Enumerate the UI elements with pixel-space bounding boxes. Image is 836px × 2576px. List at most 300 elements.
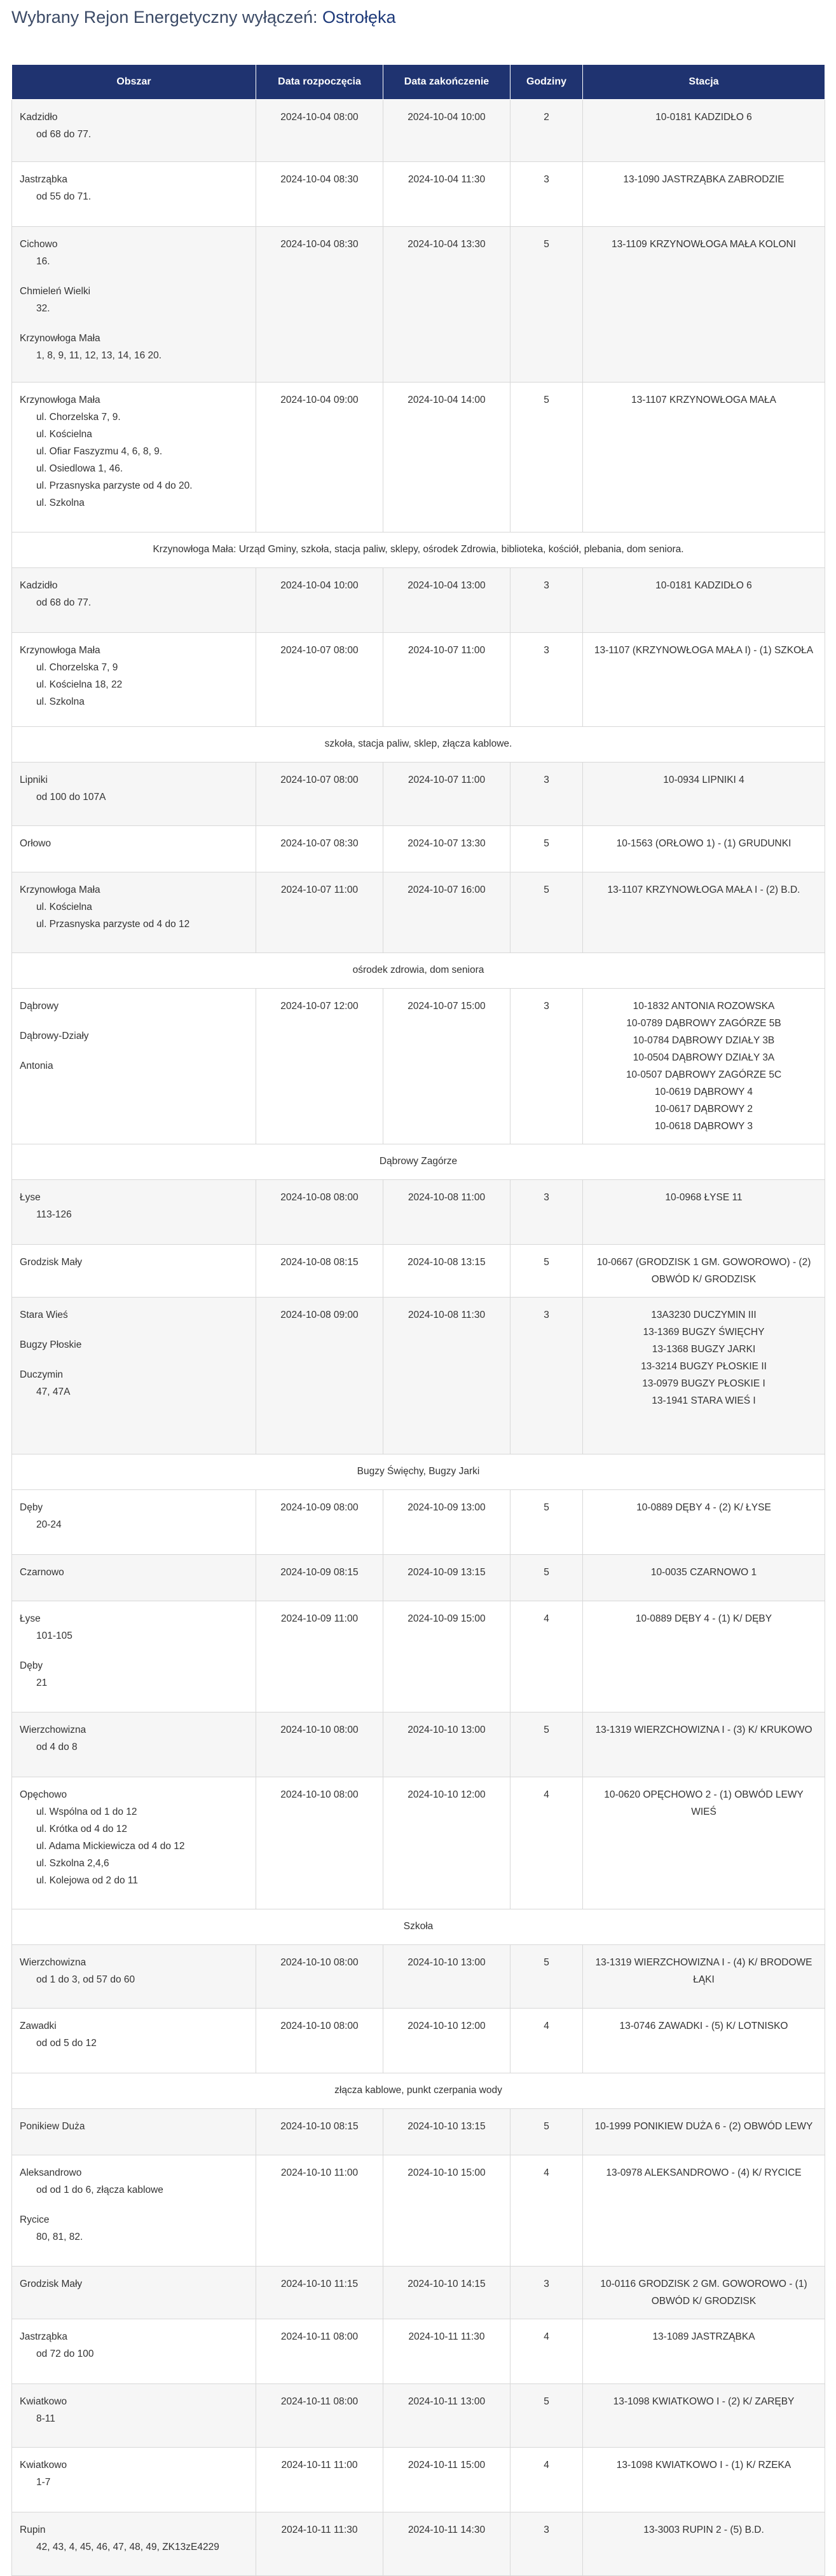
area-name: Lipniki <box>20 775 48 785</box>
start-date-cell: 2024-10-07 08:30 <box>256 826 383 872</box>
table-row <box>12 1298 825 1454</box>
area-cell <box>12 2384 256 2448</box>
table-row <box>12 1945 825 2009</box>
station-name: 10-0620 OPĘCHOWO 2 - (1) OBWÓD LEWY WIEŚ <box>604 1789 804 1817</box>
station-name: 13-0978 ALEKSANDROWO - (4) K/ RYCICE <box>606 2167 802 2178</box>
outages-table <box>11 64 825 2576</box>
area-cell <box>12 1945 256 2009</box>
start-date-cell: 2024-10-07 11:00 <box>256 872 383 953</box>
area-cell <box>12 1555 256 1601</box>
station-name: 10-0116 GRODZISK 2 GM. GOWOROWO - (1) <box>600 2279 807 2289</box>
hours-cell: 4 <box>511 2448 583 2512</box>
start-date-cell: 2024-10-07 08:00 <box>256 633 383 727</box>
area-spacer <box>20 1324 248 1336</box>
end-date-cell: 2024-10-09 13:15 <box>383 1555 511 1601</box>
station-cell <box>583 1298 825 1454</box>
area-name: Wierzchowizna <box>20 1957 86 1968</box>
station-name: 13-1107 KRZYNOWŁOGA MAŁA I - (2) B.D. <box>607 885 800 895</box>
table-row <box>12 1555 825 1601</box>
area-cell <box>12 2109 256 2155</box>
station-cell <box>583 2009 825 2073</box>
area-cell <box>12 2009 256 2073</box>
note-text: ośrodek zdrowia, dom seniora <box>12 953 825 989</box>
start-date-cell: 2024-10-10 08:00 <box>256 1777 383 1909</box>
station-cell <box>583 2155 825 2267</box>
end-date-cell: 2024-10-09 13:00 <box>383 1490 511 1555</box>
station-name: 10-0035 CZARNOWO 1 <box>650 1567 757 1578</box>
area-detail: 32. <box>36 303 50 314</box>
area-detail: 8-11 <box>36 2413 55 2424</box>
table-note-row <box>12 1144 825 1180</box>
table-row <box>12 2267 825 2319</box>
area-detail: ul. Krótka od 4 do 12 <box>36 1824 128 1834</box>
station-name: 10-0619 DĄBROWY 4 <box>655 1087 753 1097</box>
area-cell <box>12 2319 256 2384</box>
station-name: 10-0507 DĄBROWY ZAGÓRZE 5C <box>626 1069 782 1080</box>
hours-cell: 3 <box>511 989 583 1144</box>
table-row <box>12 100 825 162</box>
area-cell <box>12 568 256 633</box>
area-detail: ul. Szkolna 2,4,6 <box>36 1858 109 1869</box>
hours-cell: 4 <box>511 2009 583 2073</box>
table-row <box>12 568 825 633</box>
area-cell <box>12 872 256 953</box>
table-row <box>12 1601 825 1712</box>
hours-cell: 5 <box>511 383 583 532</box>
hours-cell: 3 <box>511 568 583 633</box>
area-name: Jastrząbka <box>20 174 67 185</box>
area-cell <box>12 227 256 383</box>
station-cell <box>583 1945 825 2009</box>
start-date-cell: 2024-10-08 09:00 <box>256 1298 383 1454</box>
end-date-cell: 2024-10-10 13:00 <box>383 1945 511 2009</box>
table-note-row <box>12 1909 825 1945</box>
area-detail: ul. Kościelna <box>36 429 92 440</box>
area-cell <box>12 2155 256 2267</box>
end-date-cell: 2024-10-07 16:00 <box>383 872 511 953</box>
area-name: Jastrząbka <box>20 2331 67 2342</box>
station-name: 10-0181 KADZIDŁO 6 <box>655 580 752 591</box>
station-cell <box>583 162 825 227</box>
hours-cell: 5 <box>511 1712 583 1777</box>
area-name: Cichowo <box>20 239 58 250</box>
station-name: 10-1832 ANTONIA ROZOWSKA <box>633 1001 775 1012</box>
table-row <box>12 1490 825 1555</box>
area-name: Krzynowłoga Mała <box>20 395 100 405</box>
area-name: Chmieleń Wielki <box>20 286 91 297</box>
area-name: Dęby <box>20 1502 43 1513</box>
station-cell <box>583 1601 825 1712</box>
station-name: 10-0934 LIPNIKI 4 <box>663 775 744 785</box>
area-name: Kwiatkowo <box>20 2396 67 2407</box>
table-row <box>12 989 825 1144</box>
start-date-cell: 2024-10-09 08:00 <box>256 1490 383 1555</box>
station-name: 10-0181 KADZIDŁO 6 <box>655 112 752 123</box>
table-note-row <box>12 532 825 568</box>
station-name: OBWÓD K/ GRODZISK <box>651 1274 757 1285</box>
area-spacer <box>20 1644 248 1657</box>
station-cell <box>583 383 825 532</box>
station-name: 13-1090 JASTRZĄBKA ZABRODZIE <box>623 174 785 185</box>
end-date-cell: 2024-10-10 13:15 <box>383 2109 511 2155</box>
station-name: 13-3003 RUPIN 2 - (5) B.D. <box>643 2525 764 2535</box>
station-cell <box>583 227 825 383</box>
station-name: 13-1319 WIERZCHOWIZNA I - (3) K/ KRUKOWO <box>595 1725 812 1735</box>
area-name: Rupin <box>20 2525 46 2535</box>
table-row <box>12 872 825 953</box>
end-date-cell: 2024-10-04 13:30 <box>383 227 511 383</box>
outages-table-wrapper <box>11 64 825 2576</box>
area-detail: 1, 8, 9, 11, 12, 13, 14, 16 20. <box>36 350 162 361</box>
hours-cell: 3 <box>511 162 583 227</box>
area-detail: ul. Szkolna <box>36 696 85 707</box>
area-detail: od od 1 do 6, złącza kablowe <box>36 2185 163 2195</box>
station-name: OBWÓD K/ GRODZISK <box>651 2296 757 2307</box>
area-name: Łyse <box>20 1613 41 1624</box>
hours-cell: 5 <box>511 1555 583 1601</box>
area-detail: 1-7 <box>36 2477 51 2488</box>
station-name: 13-1319 WIERZCHOWIZNA I - (4) K/ BRODOWE <box>595 1957 812 1968</box>
end-date-cell: 2024-10-10 15:00 <box>383 2155 511 2267</box>
area-cell <box>12 1180 256 1245</box>
start-date-cell: 2024-10-09 08:15 <box>256 1555 383 1601</box>
end-date-cell: 2024-10-08 13:15 <box>383 1245 511 1298</box>
area-name: Grodzisk Mały <box>20 1257 83 1268</box>
start-date-cell: 2024-10-08 08:00 <box>256 1180 383 1245</box>
hours-cell: 3 <box>511 1180 583 1245</box>
note-text: złącza kablowe, punkt czerpania wody <box>12 2073 825 2109</box>
hours-cell: 4 <box>511 1777 583 1909</box>
area-name: Aleksandrowo <box>20 2167 82 2178</box>
station-cell <box>583 1180 825 1245</box>
area-detail: ul. Przasnyska parzyste od 4 do 20. <box>36 480 193 491</box>
end-date-cell: 2024-10-10 12:00 <box>383 2009 511 2073</box>
area-detail: od 68 do 77. <box>36 597 92 608</box>
area-name: Opęchowo <box>20 1789 67 1800</box>
note-text: Dąbrowy Zagórze <box>12 1144 825 1180</box>
area-name: Dąbrowy <box>20 1001 59 1012</box>
start-date-cell: 2024-10-04 08:00 <box>256 100 383 162</box>
station-name: 10-0618 DĄBROWY 3 <box>655 1121 753 1132</box>
table-note-row <box>12 2073 825 2109</box>
area-cell <box>12 1712 256 1777</box>
station-name: 10-0504 DĄBROWY DZIAŁY 3A <box>633 1052 775 1063</box>
area-detail: ul. Ofiar Faszyzmu 4, 6, 8, 9. <box>36 446 163 457</box>
station-name: 13-3214 BUGZY PŁOSKIE II <box>641 1361 767 1372</box>
area-name: Stara Wieś <box>20 1310 68 1320</box>
station-cell <box>583 633 825 727</box>
area-detail: 101-105 <box>36 1630 72 1641</box>
area-name: Wierzchowizna <box>20 1725 86 1735</box>
hours-cell: 2 <box>511 100 583 162</box>
end-date-cell: 2024-10-07 13:30 <box>383 826 511 872</box>
area-name: Dąbrowy-Działy <box>20 1031 89 1041</box>
station-name: 13-1107 (KRZYNOWŁOGA MAŁA I) - (1) SZKOŁA <box>594 645 814 656</box>
area-detail: od 100 do 107A <box>36 792 106 803</box>
end-date-cell: 2024-10-11 13:00 <box>383 2384 511 2448</box>
area-detail: 42, 43, 4, 45, 46, 47, 48, 49, ZK13zE4229 <box>36 2542 219 2552</box>
area-cell <box>12 2512 256 2576</box>
area-spacer <box>20 1045 248 1057</box>
area-name: Rycice <box>20 2214 50 2225</box>
area-cell <box>12 383 256 532</box>
end-date-cell: 2024-10-04 14:00 <box>383 383 511 532</box>
area-cell <box>12 633 256 727</box>
area-detail: ul. Wspólna od 1 do 12 <box>36 1807 137 1817</box>
table-row <box>12 1712 825 1777</box>
station-name: 10-1999 PONIKIEW DUŻA 6 - (2) OBWÓD LEWY <box>594 2121 813 2132</box>
hours-cell: 3 <box>511 763 583 826</box>
table-row <box>12 2384 825 2448</box>
note-text: Krzynowłoga Mała: Urząd Gminy, szkoła, stacja paliw, sklepy, ośrodek Zdrowia, biblioteka, kościół, plebania, dom seniora. <box>12 532 825 568</box>
station-name: 13-1098 KWIATKOWO I - (1) K/ RZEKA <box>616 2460 791 2471</box>
area-name: Łyse <box>20 1192 41 1203</box>
end-date-cell: 2024-10-04 10:00 <box>383 100 511 162</box>
table-row <box>12 2448 825 2512</box>
area-cell <box>12 1298 256 1454</box>
station-cell <box>583 826 825 872</box>
area-spacer <box>20 1353 248 1366</box>
page-title <box>11 8 396 27</box>
area-name: Dęby <box>20 1660 43 1671</box>
end-date-cell: 2024-10-08 11:30 <box>383 1298 511 1454</box>
hours-cell: 4 <box>511 2155 583 2267</box>
area-cell <box>12 1601 256 1712</box>
table-row <box>12 2512 825 2576</box>
station-name: 13-1107 KRZYNOWŁOGA MAŁA <box>631 395 776 405</box>
station-cell <box>583 2267 825 2319</box>
table-row <box>12 826 825 872</box>
station-cell <box>583 2319 825 2384</box>
column-header-end: Data zakończenie <box>383 65 511 100</box>
note-text: szkoła, stacja paliw, sklep, złącza kablowe. <box>12 727 825 763</box>
station-cell <box>583 2384 825 2448</box>
table-row <box>12 633 825 727</box>
area-name: Bugzy Płoskie <box>20 1339 82 1350</box>
area-name: Kadzidło <box>20 112 58 123</box>
hours-cell: 3 <box>511 2512 583 2576</box>
area-detail: od od 5 do 12 <box>36 2038 97 2049</box>
area-detail: od 1 do 3, od 57 do 60 <box>36 1974 135 1985</box>
area-name: Duczymin <box>20 1369 64 1380</box>
hours-cell: 3 <box>511 2267 583 2319</box>
station-cell <box>583 1712 825 1777</box>
area-cell <box>12 2448 256 2512</box>
column-header-start: Data rozpoczęcia <box>256 65 383 100</box>
start-date-cell: 2024-10-11 11:00 <box>256 2448 383 2512</box>
start-date-cell: 2024-10-09 11:00 <box>256 1601 383 1712</box>
column-header-hours: Godziny <box>511 65 583 100</box>
start-date-cell: 2024-10-07 12:00 <box>256 989 383 1144</box>
hours-cell: 5 <box>511 2109 583 2155</box>
table-row <box>12 2009 825 2073</box>
station-cell <box>583 2109 825 2155</box>
station-name: 13-0979 BUGZY PŁOSKIE I <box>642 1378 765 1389</box>
station-name: 13-1941 STARA WIEŚ I <box>652 1395 756 1406</box>
hours-cell: 3 <box>511 1298 583 1454</box>
area-name: Krzynowłoga Mała <box>20 645 100 656</box>
area-detail: 16. <box>36 256 50 267</box>
start-date-cell: 2024-10-08 08:15 <box>256 1245 383 1298</box>
station-cell <box>583 1490 825 1555</box>
hours-cell: 4 <box>511 2319 583 2384</box>
hours-cell: 5 <box>511 1245 583 1298</box>
end-date-cell: 2024-10-10 12:00 <box>383 1777 511 1909</box>
area-spacer <box>20 317 248 330</box>
area-detail: 47, 47A <box>36 1386 71 1397</box>
table-row <box>12 763 825 826</box>
table-body <box>12 100 825 2576</box>
end-date-cell: 2024-10-11 14:30 <box>383 2512 511 2576</box>
area-name: Grodzisk Mały <box>20 2279 83 2289</box>
start-date-cell: 2024-10-04 08:30 <box>256 227 383 383</box>
area-spacer <box>20 270 248 283</box>
area-name: Czarnowo <box>20 1567 64 1578</box>
area-detail: ul. Kościelna 18, 22 <box>36 679 123 690</box>
start-date-cell: 2024-10-10 08:00 <box>256 1945 383 2009</box>
area-cell <box>12 1245 256 1298</box>
area-cell <box>12 989 256 1144</box>
start-date-cell: 2024-10-07 08:00 <box>256 763 383 826</box>
area-cell <box>12 2267 256 2319</box>
area-name: Krzynowłoga Mała <box>20 333 100 344</box>
end-date-cell: 2024-10-09 15:00 <box>383 1601 511 1712</box>
note-text: Szkoła <box>12 1909 825 1945</box>
start-date-cell: 2024-10-04 10:00 <box>256 568 383 633</box>
station-name: 10-0784 DĄBROWY DZIAŁY 3B <box>633 1035 775 1046</box>
area-detail: 20-24 <box>36 1519 62 1530</box>
station-cell <box>583 763 825 826</box>
hours-cell: 4 <box>511 1601 583 1712</box>
station-name: 10-0968 ŁYSE 11 <box>665 1192 743 1203</box>
hours-cell: 5 <box>511 1945 583 2009</box>
end-date-cell: 2024-10-10 13:00 <box>383 1712 511 1777</box>
station-name: 10-0667 (GRODZISK 1 GM. GOWOROWO) - (2) <box>596 1257 811 1268</box>
area-detail: 21 <box>36 1678 48 1688</box>
area-detail: od 68 do 77. <box>36 129 92 140</box>
area-detail: ul. Chorzelska 7, 9 <box>36 662 118 673</box>
station-name: 13-1098 KWIATKOWO I - (2) K/ ZARĘBY <box>613 2396 795 2407</box>
hours-cell: 5 <box>511 1490 583 1555</box>
end-date-cell: 2024-10-07 15:00 <box>383 989 511 1144</box>
table-row <box>12 2155 825 2267</box>
station-name: 13-1109 KRZYNOWŁOGA MAŁA KOLONI <box>611 239 796 250</box>
hours-cell: 5 <box>511 2384 583 2448</box>
title-rejon: Ostrołęka <box>322 8 396 27</box>
end-date-cell: 2024-10-11 11:30 <box>383 2319 511 2384</box>
area-name: Krzynowłoga Mała <box>20 885 100 895</box>
column-header-area: Obszar <box>12 65 256 100</box>
area-name: Kwiatkowo <box>20 2460 67 2471</box>
area-cell <box>12 826 256 872</box>
area-detail: ul. Osiedlowa 1, 46. <box>36 463 123 474</box>
area-detail: ul. Kościelna <box>36 902 92 912</box>
station-cell <box>583 2512 825 2576</box>
hours-cell: 5 <box>511 227 583 383</box>
title-prefix: Wybrany Rejon Energetyczny wyłączeń: <box>11 8 322 27</box>
table-note-row <box>12 727 825 763</box>
area-name: Ponikiew Duża <box>20 2121 85 2132</box>
station-name: 10-0789 DĄBROWY ZAGÓRZE 5B <box>626 1018 781 1029</box>
start-date-cell: 2024-10-10 08:15 <box>256 2109 383 2155</box>
hours-cell: 5 <box>511 872 583 953</box>
area-cell <box>12 162 256 227</box>
station-cell <box>583 1777 825 1909</box>
table-note-row <box>12 1454 825 1490</box>
end-date-cell: 2024-10-04 11:30 <box>383 162 511 227</box>
end-date-cell: 2024-10-11 15:00 <box>383 2448 511 2512</box>
column-header-station: Stacja <box>583 65 825 100</box>
station-cell <box>583 989 825 1144</box>
start-date-cell: 2024-10-10 11:15 <box>256 2267 383 2319</box>
station-name: ŁĄKI <box>693 1974 715 1985</box>
station-cell <box>583 568 825 633</box>
station-name: 13-1368 BUGZY JARKI <box>652 1344 756 1355</box>
end-date-cell: 2024-10-08 11:00 <box>383 1180 511 1245</box>
area-spacer <box>20 1015 248 1027</box>
area-detail: ul. Chorzelska 7, 9. <box>36 412 121 423</box>
station-name: 10-0889 DĘBY 4 - (1) K/ DĘBY <box>635 1613 772 1624</box>
station-name: 13A3230 DUCZYMIN III <box>651 1310 757 1320</box>
end-date-cell: 2024-10-04 13:00 <box>383 568 511 633</box>
area-detail: od 55 do 71. <box>36 191 92 202</box>
area-spacer <box>20 2199 248 2211</box>
table-header-row <box>12 65 825 100</box>
end-date-cell: 2024-10-10 14:15 <box>383 2267 511 2319</box>
area-detail: 80, 81, 82. <box>36 2232 83 2242</box>
table-row <box>12 1777 825 1909</box>
start-date-cell: 2024-10-10 08:00 <box>256 2009 383 2073</box>
area-detail: 113-126 <box>36 1209 72 1220</box>
area-detail: ul. Adama Mickiewicza od 4 do 12 <box>36 1841 185 1852</box>
area-name: Kadzidło <box>20 580 58 591</box>
start-date-cell: 2024-10-11 11:30 <box>256 2512 383 2576</box>
hours-cell: 5 <box>511 826 583 872</box>
start-date-cell: 2024-10-04 08:30 <box>256 162 383 227</box>
station-cell <box>583 1245 825 1298</box>
station-name: 13-1089 JASTRZĄBKA <box>652 2331 755 2342</box>
station-cell <box>583 2448 825 2512</box>
end-date-cell: 2024-10-07 11:00 <box>383 633 511 727</box>
area-detail: ul. Szkolna <box>36 498 85 508</box>
area-name: Antonia <box>20 1061 53 1071</box>
station-name: 10-0617 DĄBROWY 2 <box>655 1104 753 1115</box>
start-date-cell: 2024-10-10 08:00 <box>256 1712 383 1777</box>
table-note-row <box>12 953 825 989</box>
area-cell <box>12 100 256 162</box>
area-detail: od 72 do 100 <box>36 2349 94 2359</box>
table-row <box>12 2319 825 2384</box>
start-date-cell: 2024-10-11 08:00 <box>256 2384 383 2448</box>
note-text: Bugzy Święchy, Bugzy Jarki <box>12 1454 825 1490</box>
station-name: 13-1369 BUGZY ŚWIĘCHY <box>643 1327 765 1338</box>
hours-cell: 3 <box>511 633 583 727</box>
area-cell <box>12 1777 256 1909</box>
station-cell <box>583 1555 825 1601</box>
start-date-cell: 2024-10-10 11:00 <box>256 2155 383 2267</box>
station-cell <box>583 100 825 162</box>
table-row <box>12 2109 825 2155</box>
table-row <box>12 383 825 532</box>
area-cell <box>12 1490 256 1555</box>
station-name: 10-1563 (ORŁOWO 1) - (1) GRUDUNKI <box>616 838 791 849</box>
start-date-cell: 2024-10-04 09:00 <box>256 383 383 532</box>
station-cell <box>583 872 825 953</box>
table-row <box>12 1245 825 1298</box>
station-name: 10-0889 DĘBY 4 - (2) K/ ŁYSE <box>636 1502 771 1513</box>
area-detail: ul. Kolejowa od 2 do 11 <box>36 1875 138 1886</box>
table-row <box>12 227 825 383</box>
